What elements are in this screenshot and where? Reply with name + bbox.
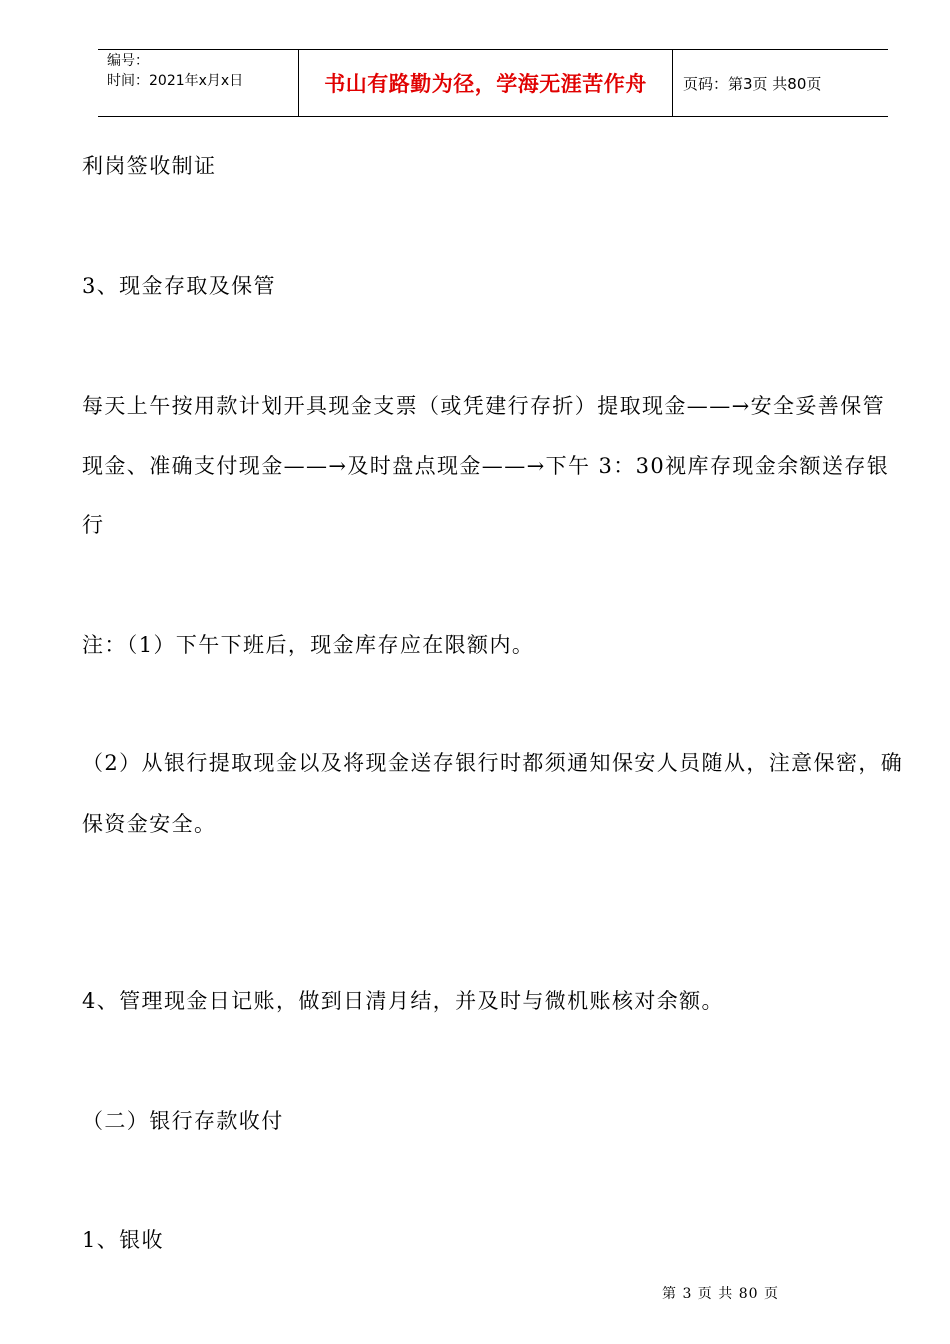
page-header [98, 49, 888, 117]
page-footer: 第 3 页 共 80 页 [662, 1286, 779, 1302]
body-line-11: 1、银收 [82, 1228, 164, 1252]
body-line-2: 3、现金存取及保管 [82, 274, 276, 298]
header-page-info: 页码：第3页 共80页 [683, 74, 822, 93]
serial-number-label: 编号： [107, 53, 149, 69]
time-label: 时间：2021年x月x日 [107, 73, 244, 89]
body-line-6: 注：（1）下午下班后，现金库存应在限额内。 [82, 633, 535, 657]
body-line-8: 保资金安全。 [82, 812, 217, 836]
body-line-1: 利岗签收制证 [82, 154, 217, 178]
body-line-3: 每天上午按用款计划开具现金支票（或凭建行存折）提取现金——→安全妥善保管 [82, 394, 885, 418]
body-line-4: 现金、准确支付现金——→及时盘点现金——→下午 3：30视库存现金余额送存银 [82, 454, 890, 478]
body-line-9: 4、管理现金日记账，做到日清月结，并及时与微机账核对余额。 [82, 989, 724, 1013]
body-line-5: 行 [82, 513, 105, 537]
header-page-cell [673, 50, 888, 116]
header-meta-cell [98, 50, 299, 116]
body-line-7: （2）从银行提取现金以及将现金送存银行时都须通知保安人员随从，注意保密，确 [82, 751, 904, 775]
header-motto: 书山有路勤为径，学海无涯苦作舟 [324, 72, 647, 96]
body-line-10: （二）银行存款收付 [82, 1109, 284, 1133]
header-motto-cell [299, 50, 673, 116]
